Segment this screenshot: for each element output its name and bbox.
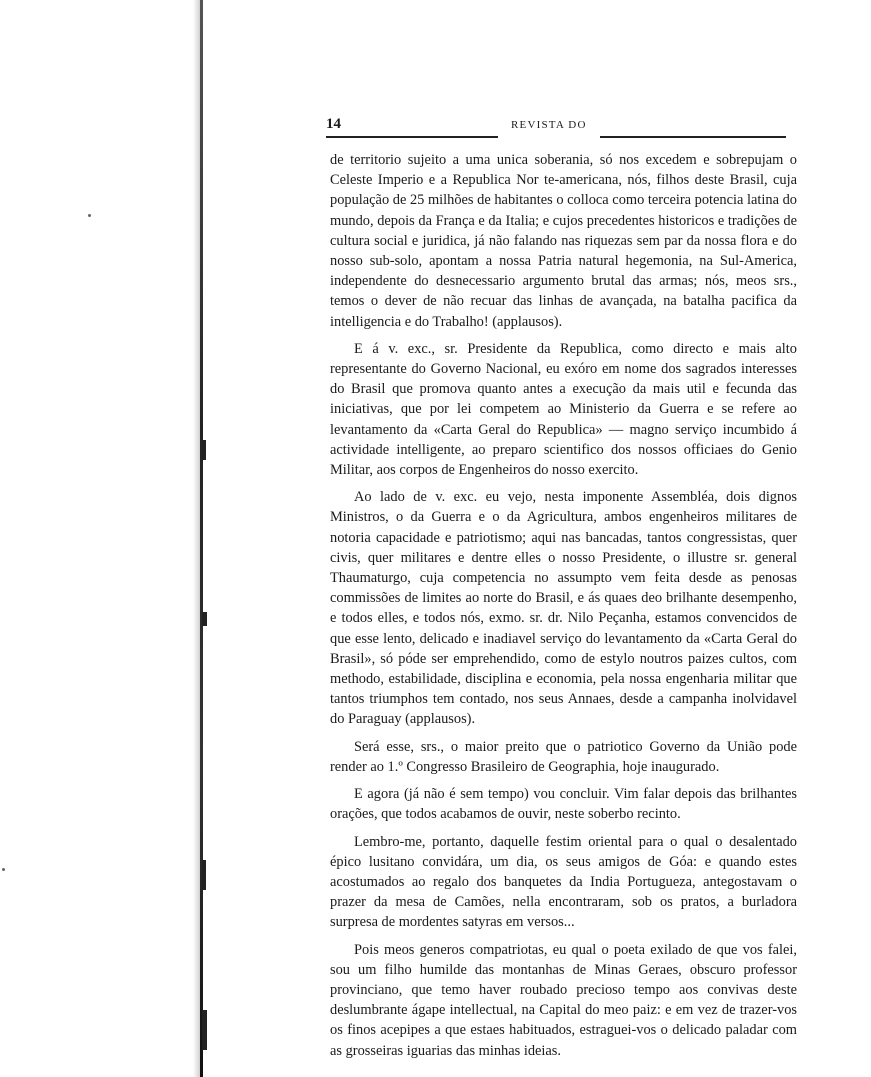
page-gutter-shadow xyxy=(193,0,200,1077)
spine-mark xyxy=(202,1010,207,1050)
paragraph: Ao lado de v. exc. eu vejo, nesta imponente Assembléa, dois dignos Ministros, o da Guerra e o da Agricultura, ambos engenheiros militares de notoria capacidade e patriotismo; aqui nas bancadas, tantos congressistas, quer civis, quer militares e dentre elles o nosso Presidente, o illustre sr. general Thaumaturgo, cuja competencia no assumpto vem feita desde as penosas commissões de limites ao norte do Brasil, e ás quaes deo brilhante desempenho, e todos elles, e todos nós, exmo. sr. dr. Nilo Peçanha, estamos convencidos de que esse lento, delicado e inadiavel serviço do levantamento da «Carta Geral do Brasil», só póde ser emprehendido, como de estylo noutros paizes cultos, com methodo, estabilidade, disciplina e economia, pela nossa engenharia militar que tantos triumphos tem contado, nos seus Annaes, desde a campanha inolvidavel do Paraguay (applausos). xyxy=(330,489,797,728)
spine-mark xyxy=(202,612,207,626)
paragraph: E agora (já não é sem tempo) vou concluir. Vim falar depois das brilhantes orações, que todos acabamos de ouvir, neste soberbo recinto. xyxy=(330,786,797,823)
paragraph: Pois meos generos compatriotas, eu qual o poeta exilado de que vos falei, sou um filho humilde das montanhas de Minas Geraes, obscuro professor provinciano, que temo haver roubado precioso tempo aos convivas deste deslumbrante ágape intellectual, na Capital do meo paiz: e em vez de trazer-vos os finos acepipes a que estaes habituados, estraguei-vos o delicado paladar com as grosseiras iguarias das minhas ideias. xyxy=(330,941,797,1059)
page-header xyxy=(326,116,786,140)
page-number: 14 xyxy=(326,116,341,132)
margin-speck xyxy=(2,868,5,871)
header-rule-right xyxy=(600,136,786,138)
spine-mark xyxy=(202,860,206,890)
running-title: REVISTA DO xyxy=(511,119,587,131)
paragraph: E á v. exc., sr. Presidente da Republica, como directo e mais alto representante do Governo Nacional, eu exóro em nome dos sagrados interesses do Brasil que promova quanto antes a execução da mais util e fecunda das iniciativas, que por lei competem ao Ministerio da Guerra e se refere ao levantamento da «Carta Geral do Republica» — magno serviço incumbido á actividade intelligente, ao preparo scientifico dos nossos officiaes do Genio Militar, aos corpos de Engenheiros do nosso exercito. xyxy=(330,340,797,479)
book-spine-edge xyxy=(200,0,203,1077)
spine-mark xyxy=(202,440,206,460)
header-rule-left xyxy=(326,136,498,138)
margin-speck xyxy=(88,214,91,217)
paragraph: Será esse, srs., o maior preito que o patriotico Governo da União pode render ao 1.º Congresso Brasileiro de Geographia, hoje inaugurado. xyxy=(330,738,797,775)
paragraph: Lembro-me, portanto, daquelle festim oriental para o qual o desalentado épico lusitano convidára, um dia, os seus amigos de Góa: e quando estes acostumados ao regalo dos banquetes da India Portugueza, antegostavam o prazer da mesa de Camões, nella encontraram, sob os pratos, a burladora surpresa de mordentes satyras em versos... xyxy=(330,833,797,931)
page-body xyxy=(330,150,797,1068)
paragraph: de territorio sujeito a uma unica soberania, só nos excedem e sobrepujam o Celeste Imperio e a Republica Nor te-americana, nós, filhos deste Brasil, cuja população de 25 milhões de habitantes o colloca como terceira potencia latina do mundo, depois da França e da Italia; e cujos precedentes historicos e tradições de cultura social e juridica, já não falando nas riquezas sem par da nossa flora e do nosso sub-solo, apontam a nossa Patria natural hegemonia, na Sul-America, independente do desnecessario argumento brutal das armas; nós, meos srs., temos o dever de não recuar das linhas de avançada, na batalha pacifica da intelligencia e do Trabalho! (applausos). xyxy=(330,152,797,330)
